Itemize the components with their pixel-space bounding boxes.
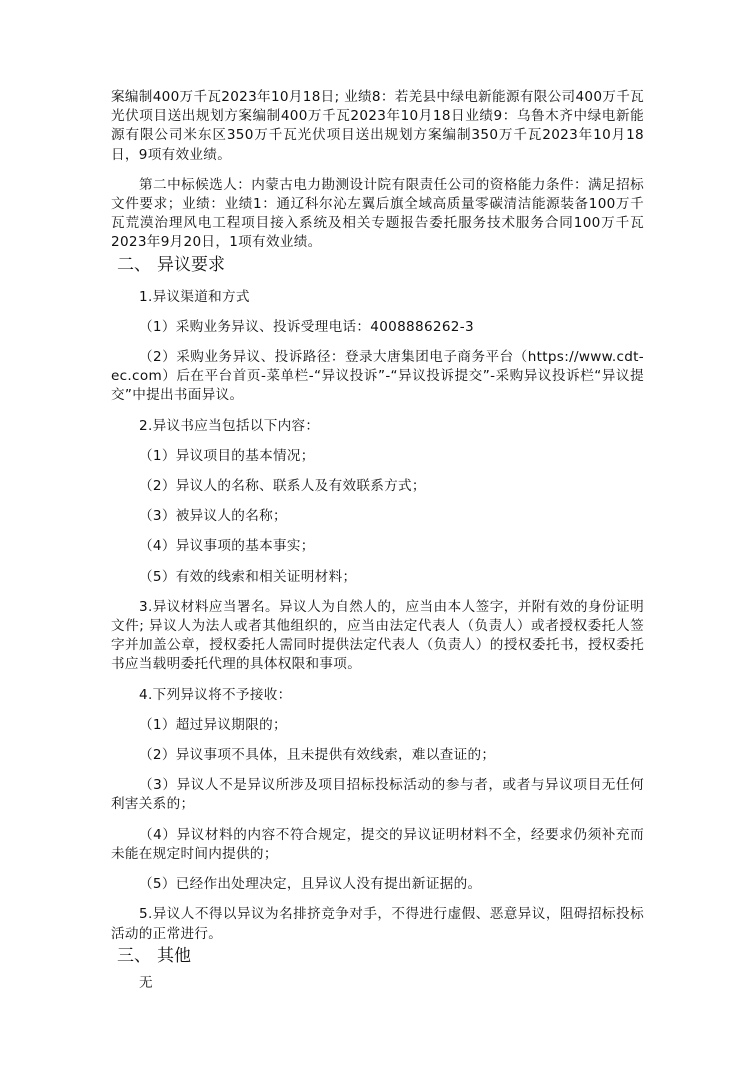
list-item: （4）异议事项的基本事实； <box>139 538 315 555</box>
section-title: 异议要求 <box>157 254 225 275</box>
objection-misuse-paragraph: 5.异议人不得以异议为名排挤竞争对手，不得进行虚假、恶意异议，阻碍招标投标活动的正常进行。 <box>111 906 644 942</box>
objection-channel-heading: 1.异议渠道和方式 <box>139 288 250 305</box>
section-title: 其他 <box>157 945 191 966</box>
list-item: （1）超过异议期限的； <box>139 716 287 733</box>
list-item: （1）异议项目的基本情况； <box>139 447 315 464</box>
objection-contents-heading: 2.异议书应当包括以下内容： <box>139 417 320 434</box>
objection-phone: （1）采购业务异议、投诉受理电话：4008886262-3 <box>139 318 474 335</box>
list-item: （3）异议人不是异议所涉及项目招标投标活动的参与者，或者与异议项目无任何利害关系的； <box>111 777 644 813</box>
list-item: （2）异议人的名称、联系人及有效联系方式； <box>139 478 426 495</box>
list-item: （3）被异议人的名称； <box>139 508 287 525</box>
list-item: （5）有效的线索和相关证明材料； <box>139 568 357 585</box>
section-number: 二、 <box>117 254 151 275</box>
objection-rejection-heading: 4.下列异议将不予接收： <box>139 686 292 703</box>
section-number: 三、 <box>117 945 151 966</box>
paragraph-second-candidate: 第二中标候选人：内蒙古电力勘测设计院有限责任公司的资格能力条件：满足招标文件要求；业绩：业绩1：通辽科尔沁左翼后旗全域高质量零碳清洁能源装备100万千瓦荒漠治理风电工程项目接入系统及相关专题报告委托服务技术服务合同100万千瓦2023年9月20日，1项有效业绩。 <box>111 176 644 251</box>
list-item: （4）异议材料的内容不符合规定，提交的异议证明材料不全，经要求仍须补充而未能在规定时间内提供的； <box>111 826 644 862</box>
objection-path: （2）采购业务异议、投诉路径：登录大唐集团电子商务平台（https://www.cdt-ec.com）后在平台首页-菜单栏-“异议投诉”-“异议投诉提交”-采购异议投诉栏“异议提交”中提出书面异议。 <box>111 349 644 404</box>
list-item: （2）异议事项不具体，且未提供有效线索，难以查证的； <box>139 747 496 764</box>
objection-signature-paragraph: 3.异议材料应当署名。异议人为自然人的，应当由本人签字，并附有效的身份证明文件; 异议人为法人或者其他组织的，应当由法定代表人（负责人）或者授权委托人签字并加盖公章，授权委托人需同时提供法定代表人（负责人）的授权委托书，授权委托书应当载明委托代理的具体权限和事项。 <box>111 598 644 673</box>
section-heading-objection <box>111 253 644 277</box>
paragraph-performance-continuation: 案编制400万千瓦2023年10月18日; 业绩8：若羌县中绿电新能源有限公司400万千瓦光伏项目送出规划方案编制400万千瓦2023年10月18日业绩9：乌鲁木齐中绿电新能源有限公司米东区350万千瓦光伏项目送出规划方案编制350万千瓦2023年10月18日，9项有效业绩。 <box>111 89 644 163</box>
list-item: （5）已经作出处理决定，且异议人没有提出新证据的。 <box>139 876 482 893</box>
document-page <box>111 88 644 993</box>
section-heading-other <box>111 944 644 968</box>
other-body: 无 <box>139 974 153 991</box>
